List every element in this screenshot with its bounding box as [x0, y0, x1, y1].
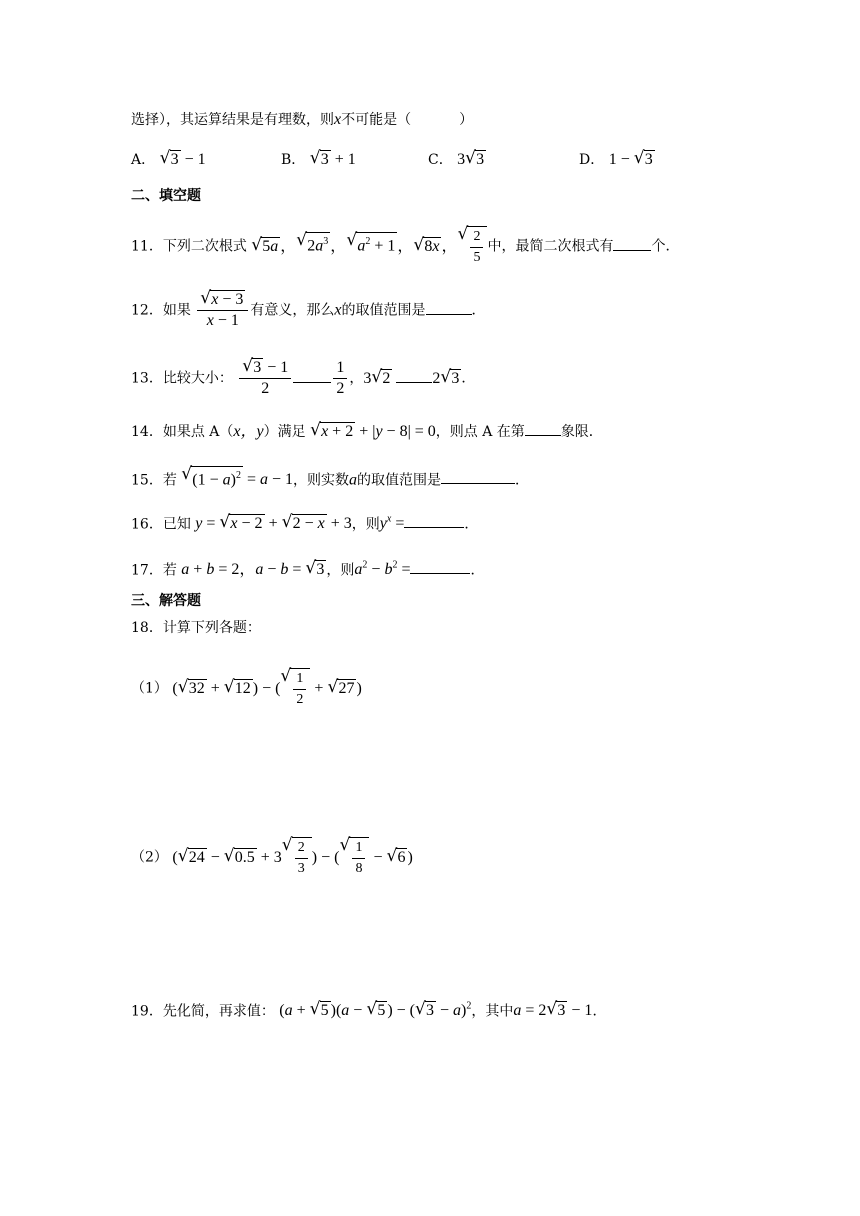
q10-var: x — [334, 111, 342, 128]
q10-options — [131, 150, 731, 174]
section-3-heading: 三、解答题 — [131, 593, 201, 609]
q10-tail-line — [131, 110, 473, 130]
q19: 19．先化简，再求值： (a + √ 5 )(a − √ 5 ) − (√ 3 − a)$^2$，其中a = 2√ 3 − 1． — [131, 997, 606, 1021]
q13-blank-1[interactable] — [293, 368, 331, 383]
q12: 12．如果 √ $\frac{x - 3}{x - 1}$ 有意义，那么x的取值范围是 ． — [131, 290, 486, 331]
q17: 17．若 a + b = 2，a − b = √ 3 ，则$a^2 - b^2$ = ． — [131, 556, 484, 580]
option-a[interactable]: A． √ 3 − 1 — [131, 150, 206, 170]
q16: 16．已知 y = √ x − 2 + √ 2 − x + 3，则$y^x$ = ． — [131, 510, 478, 534]
q14-blank[interactable] — [525, 421, 561, 436]
q17-blank[interactable] — [410, 559, 470, 574]
q13: 13．比较大小： √ $\frac{3 - 1}{2}$ $\frac{1}{2}$ ，3√ 2 2√ 3 ． — [131, 358, 475, 399]
q10-close-paren: ） — [459, 112, 474, 128]
option-c[interactable]: C． 3√ 3 — [428, 150, 486, 170]
q15: 15．若 √ $(1 - a)^2 = a - 1$，则实数a的取值范围是 ． — [131, 466, 529, 490]
q18-part-1: （1） (√ 32 + √ 12 ) − ( √ $\frac{1}{2}$ + √ 27 ) — [131, 668, 362, 710]
section-2-heading: 二、填空题 — [131, 188, 201, 204]
q18: 18．计算下列各题： — [131, 620, 261, 636]
option-d[interactable]: D． 1 − √ 3 — [579, 150, 655, 170]
q14: 14．如果点 A（x，y）满足 √ x + 2 + |y − 8| = 0，则点 A 在第 象限． — [131, 421, 603, 442]
q16-blank[interactable] — [404, 513, 464, 528]
q15-blank[interactable] — [441, 469, 515, 484]
q11: 11．下列二次根式 √ 5a ，√ $2a^3$ ，√ $a^2 + 1$ ，√ 8x ， √ $\frac{2}{5}$ 中，最简二次根式有 个． — [131, 226, 679, 268]
q13-blank-2[interactable] — [396, 368, 432, 383]
option-b[interactable]: B． √ 3 + 1 — [281, 150, 356, 170]
q10-tail-text2: 不可能是（ — [341, 112, 412, 128]
q10-tail-text: 选择），其运算结果是有理数，则 — [131, 112, 334, 128]
q11-blank[interactable] — [613, 236, 651, 251]
q12-blank[interactable] — [426, 300, 472, 315]
q18-part-2: （2） (√ 24 − √ 0.5 + 3 √ $\frac{2}{3}$ ) − ( √ $\frac{1}{8}$ − √ 6 ) — [131, 837, 413, 879]
